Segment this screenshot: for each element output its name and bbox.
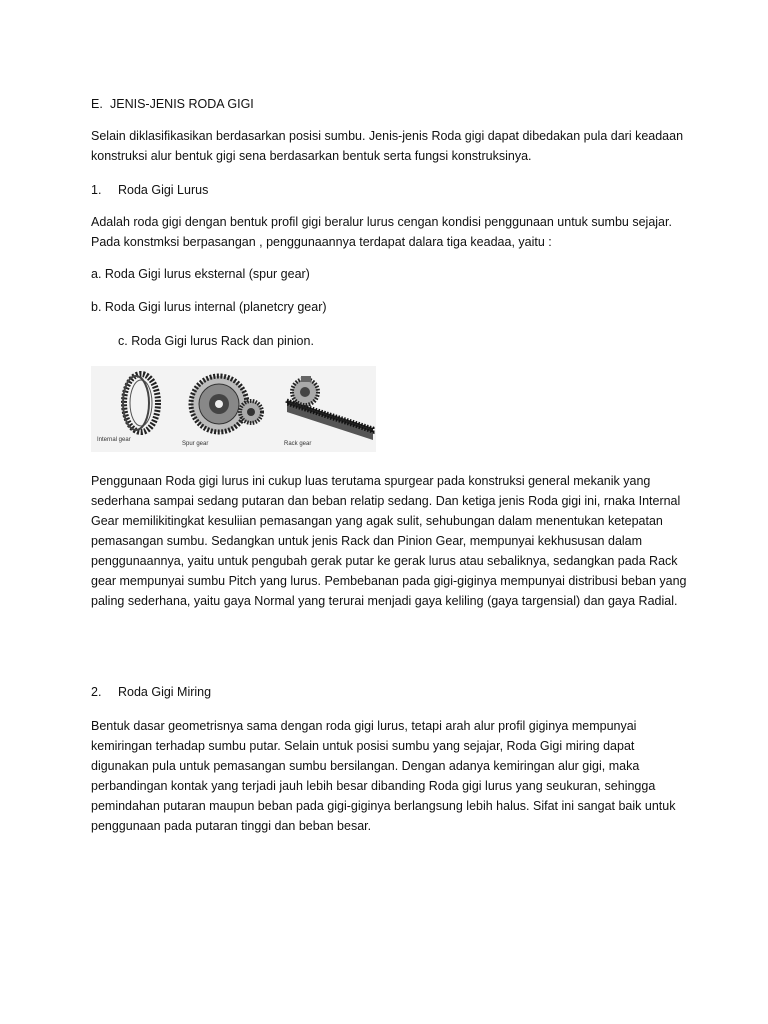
caption-internal-gear: Internal gear: [97, 437, 131, 443]
section-heading: [91, 94, 691, 114]
subsection-1-heading: [91, 180, 691, 200]
subsection-2-paragraph: Bentuk dasar geometrisnya sama dengan roda gigi lurus, tetapi arah alur profil giginya mempunyai kemiringan terhadap sumbu putar. Selain untuk posisi sumbu yang sejajar, Roda Gigi miring dapat digunakan pula untuk pemasangan sumbu bersilangan. Dengan adanya kemiringan alur gigi, maka perbandingan kontak yang terjadi jauh lebih besar dibanding Roda gigi lurus yang seukuran, sehingga pemindahan putaran maupun beban pada gigi-giginya berlangsung lebih halus. Sifat ini sangat baik untuk penggunaan pada putaran tinggi dan beban besar.: [91, 719, 676, 833]
subsection-1-paragraph-2: Penggunaan Roda gigi lurus ini cukup luas terutama spurgear pada konstruksi general mekanik yang sederhana sampai sedang putaran dan beban relatip sedang. Dan ketiga jenis Roda gigi ini, rnaka Internal Gear memilikitingkat kesuliian pemasangan yang agak sulit, sehubungan dalam menentukan ketepatan pemasangan sumbu. Sedangkan untuk jenis Rack dan Pinion Gear, mempunyai kekhususan dalam penggunaannya, yaitu untuk pengubah gerak putar ke gerak lurus atau sebaliknya, sedangkan pada Rack gear mempunyai sumbu Pitch yang lurus. Pembebanan pada gigi-giginya mempunyai distribusi beban yang paling sederhana, yaitu gaya Normal yang terurai menjadi gaya keliling (gaya targensial) dan gaya Radial.: [91, 474, 687, 608]
subsection-2-heading: [91, 682, 691, 702]
section-number: E.: [91, 97, 103, 111]
section-title: JENIS-JENIS RODA GIGI: [110, 97, 254, 111]
subsection-2-title: Roda Gigi Miring: [118, 685, 212, 699]
internal-gear-illustration: [123, 374, 158, 432]
subsection-2-number: 2.: [91, 685, 102, 699]
caption-spur-gear: Spur gear: [182, 441, 209, 447]
list-item-b: b. Roda Gigi lurus internal (planetcry gear): [91, 300, 327, 314]
list-item-a: a. Roda Gigi lurus eksternal (spur gear): [91, 267, 310, 281]
intro-paragraph: Selain diklasifikasikan berdasarkan posisi sumbu. Jenis-jenis Roda gigi dapat dibedakan pula dari keadaan konstruksi alur bentuk gigi sena berdasarkan bentuk serta fungsi konstruksinya.: [91, 129, 684, 163]
subsection-1-title: Roda Gigi Lurus: [118, 183, 209, 197]
rack-gear-illustration: [287, 376, 373, 440]
subsection-1-paragraph: Adalah roda gigi dengan bentuk profil gigi beralur lurus cengan kondisi penggunaan untuk sumbu sejajar. Pada konstmksi berpasangan , penggunaannya terdapat dalara tiga keadaa, yaitu :: [91, 215, 672, 249]
subsection-1-number: 1.: [91, 183, 102, 197]
caption-rack-gear: Rack gear: [284, 441, 312, 447]
gear-types-figure: [91, 366, 376, 452]
spur-gear-illustration: [191, 376, 262, 432]
list-item-c: c. Roda Gigi lurus Rack dan pinion.: [118, 334, 314, 348]
